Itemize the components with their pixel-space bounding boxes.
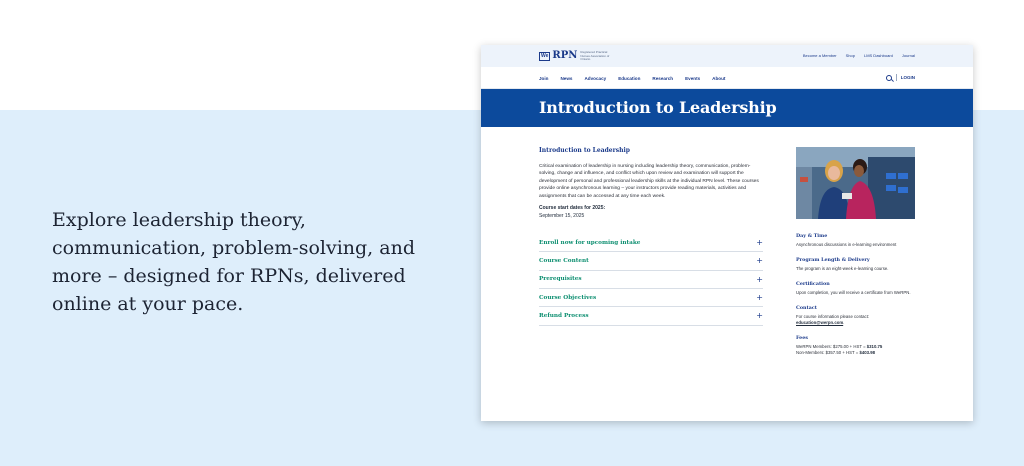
main-column [539, 147, 763, 326]
website-screenshot [481, 45, 973, 421]
plus-icon[interactable]: + [756, 293, 763, 303]
utility-links [803, 53, 915, 58]
accordion-label: Prerequisites [539, 276, 582, 283]
accordion [539, 234, 763, 325]
program-length-block [796, 257, 915, 272]
nav-item-news[interactable]: News [560, 76, 573, 81]
start-date: September 15, 2025 [539, 213, 585, 220]
certification-title: Certification [796, 281, 830, 287]
fees-block [796, 335, 915, 356]
utility-link-become-member[interactable]: Become a Member [802, 53, 837, 58]
tagline: Explore leadership theory, communication, problem-solving, and more – designed for RPNs, delivered online at your pace. [52, 209, 415, 315]
accordion-label: Refund Process [539, 312, 589, 319]
plus-icon[interactable]: + [756, 238, 763, 248]
accordion-item-prerequisites[interactable] [539, 271, 763, 289]
accordion-item-course-objectives[interactable] [539, 289, 763, 307]
plus-icon[interactable]: + [756, 274, 763, 284]
login-link[interactable]: LOGIN [900, 75, 915, 80]
page-title: Introduction to Leadership [539, 98, 777, 117]
day-time-title: Day & Time [796, 233, 828, 239]
fee-member-total: $310.75 [866, 344, 883, 349]
course-description: Critical examination of leadership in nursing including leadership theory, communication, problem-solving, change and influence, and conflict which upon review and examination will support the development of personal and professional leadership skills at the individual RPN level. These courses provide online asynchronous learning – your instructors provide reading materials, activities and assignments that can be accessed at any time each week. [539, 164, 759, 199]
site-logo[interactable] [539, 51, 616, 62]
fee-nonmember-prefix: Non-Members: $357.50 + HST = [796, 350, 860, 355]
utility-link-shop[interactable]: Shop [845, 53, 855, 58]
certification-text: Upon completion, you will receive a certificate from WeRPN. [796, 290, 911, 295]
contact-email-line [796, 320, 915, 326]
utility-link-journal[interactable]: Journal [901, 53, 915, 58]
logo-subtitle: Registered Practical Nurses Association of Ontario [580, 50, 610, 61]
utility-link-lms-dashboard[interactable]: LMS Dashboard [863, 53, 893, 58]
program-length-text: The program is an eight-week e-learning course. [796, 266, 889, 271]
nav-item-join[interactable]: Join [539, 76, 549, 81]
nav-divider [896, 74, 897, 81]
day-time-text: Asynchronous discussions in e-learning environment [796, 242, 897, 247]
nav-item-events[interactable]: Events [685, 76, 701, 81]
search-icon[interactable] [886, 75, 892, 81]
logo-mark: We [541, 52, 549, 59]
logo-text: RPN [552, 50, 578, 62]
day-time-block [796, 233, 915, 248]
contact-email-link[interactable]: education@werpn.com [796, 320, 844, 325]
main-navigation [481, 67, 973, 89]
sidebar [796, 147, 915, 365]
contact-title: Contact [796, 305, 817, 311]
accordion-label: Enroll now for upcoming intake [539, 239, 641, 246]
nav-list [539, 76, 725, 81]
nav-actions [886, 74, 915, 81]
nav-item-education[interactable]: Education [618, 76, 641, 81]
plus-icon[interactable]: + [756, 311, 763, 321]
nurses-photo [796, 147, 915, 219]
course-details [796, 233, 915, 356]
fee-member-prefix: WeRPN Members: $275.00 + HST = [796, 344, 867, 349]
accordion-item-enroll[interactable] [539, 234, 763, 252]
section-heading: Introduction to Leadership [539, 147, 630, 154]
fee-nonmember-total: $403.98 [859, 350, 875, 355]
fees-title: Fees [796, 335, 808, 341]
nav-item-about[interactable]: About [712, 76, 726, 81]
hero-banner [481, 89, 973, 127]
utility-bar [481, 45, 973, 67]
certification-block [796, 281, 915, 296]
start-dates-label: Course start dates for 2025: [539, 205, 606, 212]
nav-item-research[interactable]: Research [652, 76, 674, 81]
contact-period: . [843, 320, 845, 325]
nav-item-advocacy[interactable]: Advocacy [584, 76, 607, 81]
accordion-item-course-content[interactable] [539, 252, 763, 270]
nurses-illustration [796, 147, 915, 219]
accordion-label: Course Content [539, 257, 589, 264]
fee-nonmember-line [796, 350, 915, 356]
contact-block [796, 305, 915, 326]
plus-icon[interactable]: + [756, 256, 763, 266]
accordion-item-refund-process[interactable] [539, 307, 763, 325]
program-length-title: Program Length & Delivery [796, 257, 870, 263]
accordion-label: Course Objectives [539, 294, 597, 301]
contact-text: For course information please contact: [796, 314, 870, 319]
